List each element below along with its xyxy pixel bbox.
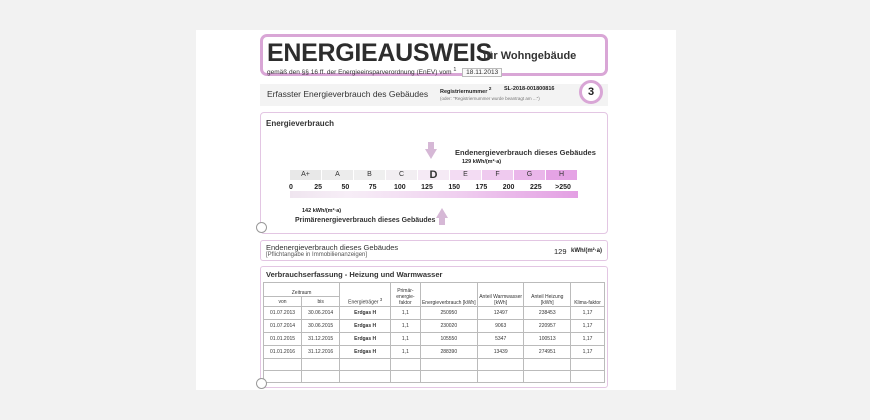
registration-number: SL-2018-001800816	[504, 86, 555, 92]
consumption-record-card	[260, 266, 608, 388]
scale-number: 175	[475, 184, 488, 191]
regulation-date: 18.11.2013	[462, 68, 502, 77]
scale-class-d: D	[418, 170, 450, 180]
regulation-footnote: 1	[453, 67, 457, 73]
cell-energy: 288390	[420, 346, 477, 359]
col-primary-factor: Primär-energie-faktor	[391, 283, 421, 307]
cell-pf: 1,1	[391, 320, 421, 333]
regulation-line	[267, 67, 502, 77]
cell-carrier: Erdgas H	[340, 307, 391, 320]
summary-label: Endenergieverbrauch dieses Gebäudes	[266, 243, 399, 252]
table-row	[264, 320, 605, 333]
col-climate-factor: Klima-faktor	[571, 283, 605, 307]
scale-class-e: E	[450, 170, 482, 180]
energy-consumption-card	[260, 112, 608, 234]
cell-climate: 1,17	[571, 333, 605, 346]
col-to: bis	[302, 297, 340, 307]
cell-carrier: Erdgas H	[340, 346, 391, 359]
efficiency-class-scale	[290, 170, 578, 180]
certificate-subtitle: für Wohngebäude	[483, 50, 577, 62]
cell-from: 01.07.2013	[264, 307, 302, 320]
cell-ww: 9063	[477, 320, 524, 333]
scale-number: 50	[341, 184, 350, 191]
cell-pf: 1,1	[391, 333, 421, 346]
cell-heat: 100513	[524, 333, 571, 346]
consumption-heading: Verbrauchserfassung - Heizung und Warmwasser	[266, 270, 443, 279]
table-row	[264, 333, 605, 346]
scale-number: 125	[421, 184, 433, 191]
col-heating: Anteil Heizung [kWh]	[524, 283, 571, 307]
punch-hole	[256, 222, 267, 233]
scale-class-b: B	[354, 170, 386, 180]
section-title: Erfasster Energieverbrauch des Gebäudes	[267, 89, 429, 99]
cell-pf: 1,1	[391, 346, 421, 359]
cell-energy: 230020	[420, 320, 477, 333]
section-bar	[260, 84, 608, 106]
cell-ww: 12497	[477, 307, 524, 320]
summary-sublabel: [Pflichtangabe in Immobilienanzeigen]	[266, 252, 368, 258]
regulation-text: gemäß den §§ 16 ff. der Energieeinsparverordnung (EnEV) vom	[267, 69, 452, 77]
cell-to: 30.06.2015	[302, 320, 340, 333]
cell-heat: 238453	[524, 307, 571, 320]
scale-class-a: A	[322, 170, 354, 180]
col-period: Zeitraum	[264, 283, 340, 297]
summary-value: 129	[554, 247, 567, 256]
scale-class-a-plus: A+	[290, 170, 322, 180]
energy-heading: Energieverbrauch	[266, 119, 335, 128]
cell-climate: 1,17	[571, 307, 605, 320]
cell-energy: 105550	[420, 333, 477, 346]
cell-carrier: Erdgas H	[340, 333, 391, 346]
cell-from: 01.07.2014	[264, 320, 302, 333]
cell-to: 31.12.2015	[302, 333, 340, 346]
col-carrier: Energieträger $^3$	[340, 283, 391, 307]
end-energy-arrow-icon	[425, 149, 437, 159]
primary-energy-value: 142 kWh/(m²·a)	[302, 208, 342, 214]
cell-heat: 220957	[524, 320, 571, 333]
primary-energy-label: Primärenergieverbrauch dieses Gebäudes	[295, 217, 436, 224]
scale-class-c: C	[386, 170, 418, 180]
cell-energy: 250950	[420, 307, 477, 320]
registration-note: (oder: "Registriernummer wurde beantragt am ...")	[440, 96, 540, 101]
page-number-badge: 3	[579, 80, 603, 104]
col-energy: Energieverbrauch [kWh]	[420, 283, 477, 307]
end-energy-label: Endenergieverbrauch dieses Gebäudes	[455, 148, 596, 157]
cell-to: 30.06.2014	[302, 307, 340, 320]
table-row	[264, 346, 605, 359]
scale-number: 0	[289, 184, 293, 191]
summary-unit: kWh/(m²·a)	[571, 248, 602, 254]
cell-heat: 274951	[524, 346, 571, 359]
scale-number: 225	[529, 184, 542, 191]
end-energy-value: 129 kWh/(m²·a)	[462, 159, 502, 165]
certificate-header	[260, 34, 608, 76]
cell-ww: 13439	[477, 346, 524, 359]
scale-gradient-bar	[290, 191, 578, 198]
scale-class-h: H	[546, 170, 578, 180]
primary-energy-arrow-icon	[436, 208, 448, 218]
cell-carrier: Erdgas H	[340, 320, 391, 333]
col-warm-water: Anteil Warmwasser [kWh]	[477, 283, 524, 307]
table-row	[264, 307, 605, 320]
scale-class-f: F	[482, 170, 514, 180]
cell-from: 01.01.2016	[264, 346, 302, 359]
scale-number: 25	[314, 184, 323, 191]
registration-label: Registriernummer $^2$	[440, 86, 492, 95]
cell-from: 01.01.2015	[264, 333, 302, 346]
scale-number: >250	[555, 184, 571, 191]
col-from: von	[264, 297, 302, 307]
cell-pf: 1,1	[391, 307, 421, 320]
cell-climate: 1,17	[571, 320, 605, 333]
end-energy-summary	[260, 240, 608, 261]
cell-to: 31.12.2016	[302, 346, 340, 359]
scale-class-g: G	[514, 170, 546, 180]
punch-hole	[256, 378, 267, 389]
certificate-page	[196, 30, 676, 390]
cell-climate: 1,17	[571, 346, 605, 359]
consumption-table	[263, 282, 605, 383]
scale-number: 100	[393, 184, 406, 191]
certificate-title: ENERGIEAUSWEIS	[267, 39, 492, 67]
cell-ww: 5347	[477, 333, 524, 346]
scale-number: 150	[448, 184, 461, 191]
scale-number: 75	[368, 184, 377, 191]
scale-number: 200	[502, 184, 515, 191]
